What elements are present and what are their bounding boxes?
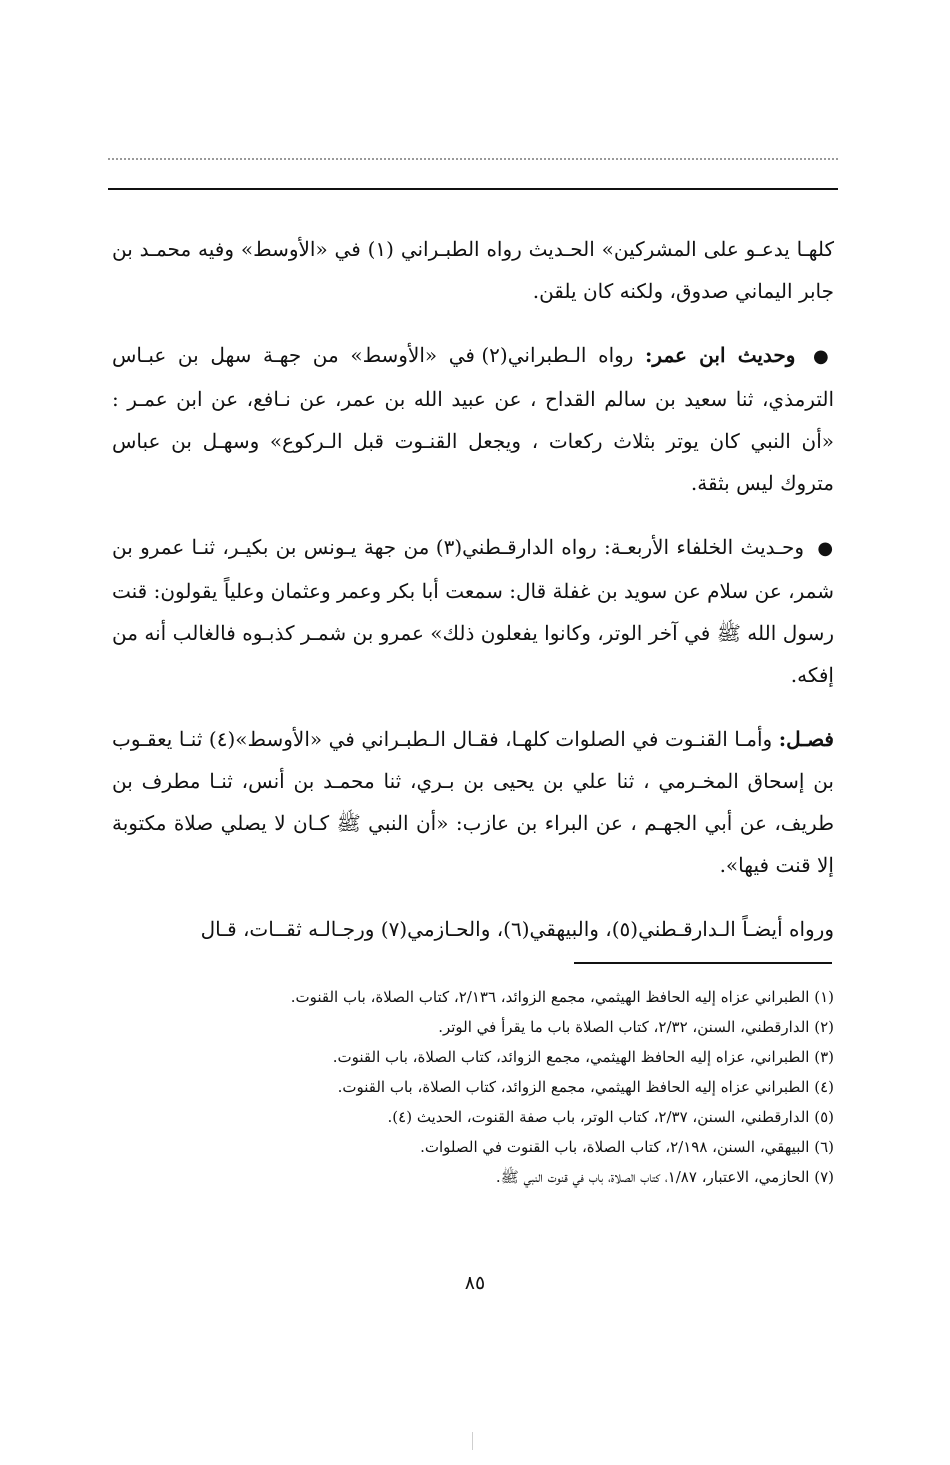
paragraph-5: [112, 908, 834, 950]
paragraph-3-text: رواه الدارقـطني(٣) من جهة يـونس بن بكيـر، ثنـا عمرو بن شمر، عن سلام عن سويد بن غفلة قال: سمعت أبا بكر وعمر وعثمان وعلياً يقولون: قنت رسول الله ﷺ في آخر الوتر، وكانوا يفعلون ذلك» عمرو بن شمـر كذبـوه فالغالب أنه من إفكه.: [112, 535, 834, 687]
paragraph-1: [112, 228, 834, 312]
paragraph-4: [112, 718, 834, 886]
footnote-3: (٣) الطبراني، عزاه إليه الحافظ الهيثمي، مجمع الزوائد، كتاب الصلاة، باب القنوت.: [332, 1048, 834, 1066]
paragraph-2: [112, 334, 834, 504]
header-solid-rule: [108, 188, 838, 190]
paragraph-5-text: ورواه أيضـاً الـدارقـطني(٥)، والبيهقي(٦)، والحـازمي(٧) ورجـالـه ثقــات، قـال: [200, 917, 834, 941]
bullet-icon: ●: [817, 538, 835, 559]
paragraph-3: [112, 526, 834, 696]
footnote-2: (٢) الدارقطني، السنن، ٢/٣٢، كتاب الصلاة باب ما يقرأ في الوتر.: [438, 1018, 834, 1036]
footnote-6: (٦) البيهقي، السنن، ٢/١٩٨، كتاب الصلاة، باب القنوت في الصلوات.: [420, 1138, 834, 1156]
main-text: [112, 228, 834, 972]
header-dotted-rule: [108, 158, 838, 160]
footnotes: [112, 982, 834, 1192]
footnote-5: (٥) الدارقطني، السنن، ٢/٣٧، كتاب الوتر، باب صفة القنوت، الحديث (٤).: [387, 1108, 834, 1126]
paragraph-1-text: كلهـا يدعـو على المشركين» الحـديث رواه الطبـراني (١) في «الأوسط» وفيه محمـد بن جابر اليماني صدوق، ولكنه كان يلقن.: [112, 237, 834, 303]
footnote-1: (١) الطبراني عزاه إليه الحافظ الهيثمي، مجمع الزوائد، ٢/١٣٦، كتاب الصلاة، باب القنوت.: [290, 988, 834, 1006]
paragraph-4-lead: فصـل:: [778, 727, 834, 751]
paragraph-3-lead: وحـديث الخلفاء الأربعـة:: [603, 535, 805, 559]
footnote-4: (٤) الطبراني عزاه إليه الحافظ الهيثمي، مجمع الزوائد، كتاب الصلاة، باب القنوت.: [337, 1078, 834, 1096]
bullet-icon: ●: [813, 346, 834, 367]
page-number: ٨٥: [464, 1272, 486, 1294]
paragraph-4-text: وأمـا القنـوت في الصلوات كلهـا، فقـال الـطبـراني في «الأوسط»(٤) ثنـا يعقـوب بن إسحاق المخـرمي ، ثنا علي بن يحيى بن بـري، ثنا محمـد بن أنس، ثنـا مطرف بن طريف، عن أبي الجهـم ، عن البراء بن عازب: «أن النبي ﷺ كـان لا يصلي صلاة مكتوبة إلا قنت فيها».: [112, 727, 834, 877]
paragraph-2-lead: وحديث ابن عمر:: [645, 343, 796, 367]
footnote-7: (٧) الحازمي، الاعتبار، ١/٨٧، كتاب الصلاة، باب في قنوت النبي ﷺ.: [495, 1168, 834, 1186]
paragraph-2-text: رواه الـطبراني(٢) في «الأوسط» من جهـة سهل بن عبـاس الترمذي، ثنا سعيد بن سالم القداح ، عن عبيد الله بن عمر، عن نـافع، عن ابن عمـر : «أن النبي كان يوتر بثلاث ركعات ، ويجعل القنـوت قبل الـركوع» وسهـل بن عباس متروك ليس بثقة.: [112, 343, 835, 495]
footnote-rule: [574, 962, 832, 964]
scan-mark: [472, 1432, 473, 1450]
